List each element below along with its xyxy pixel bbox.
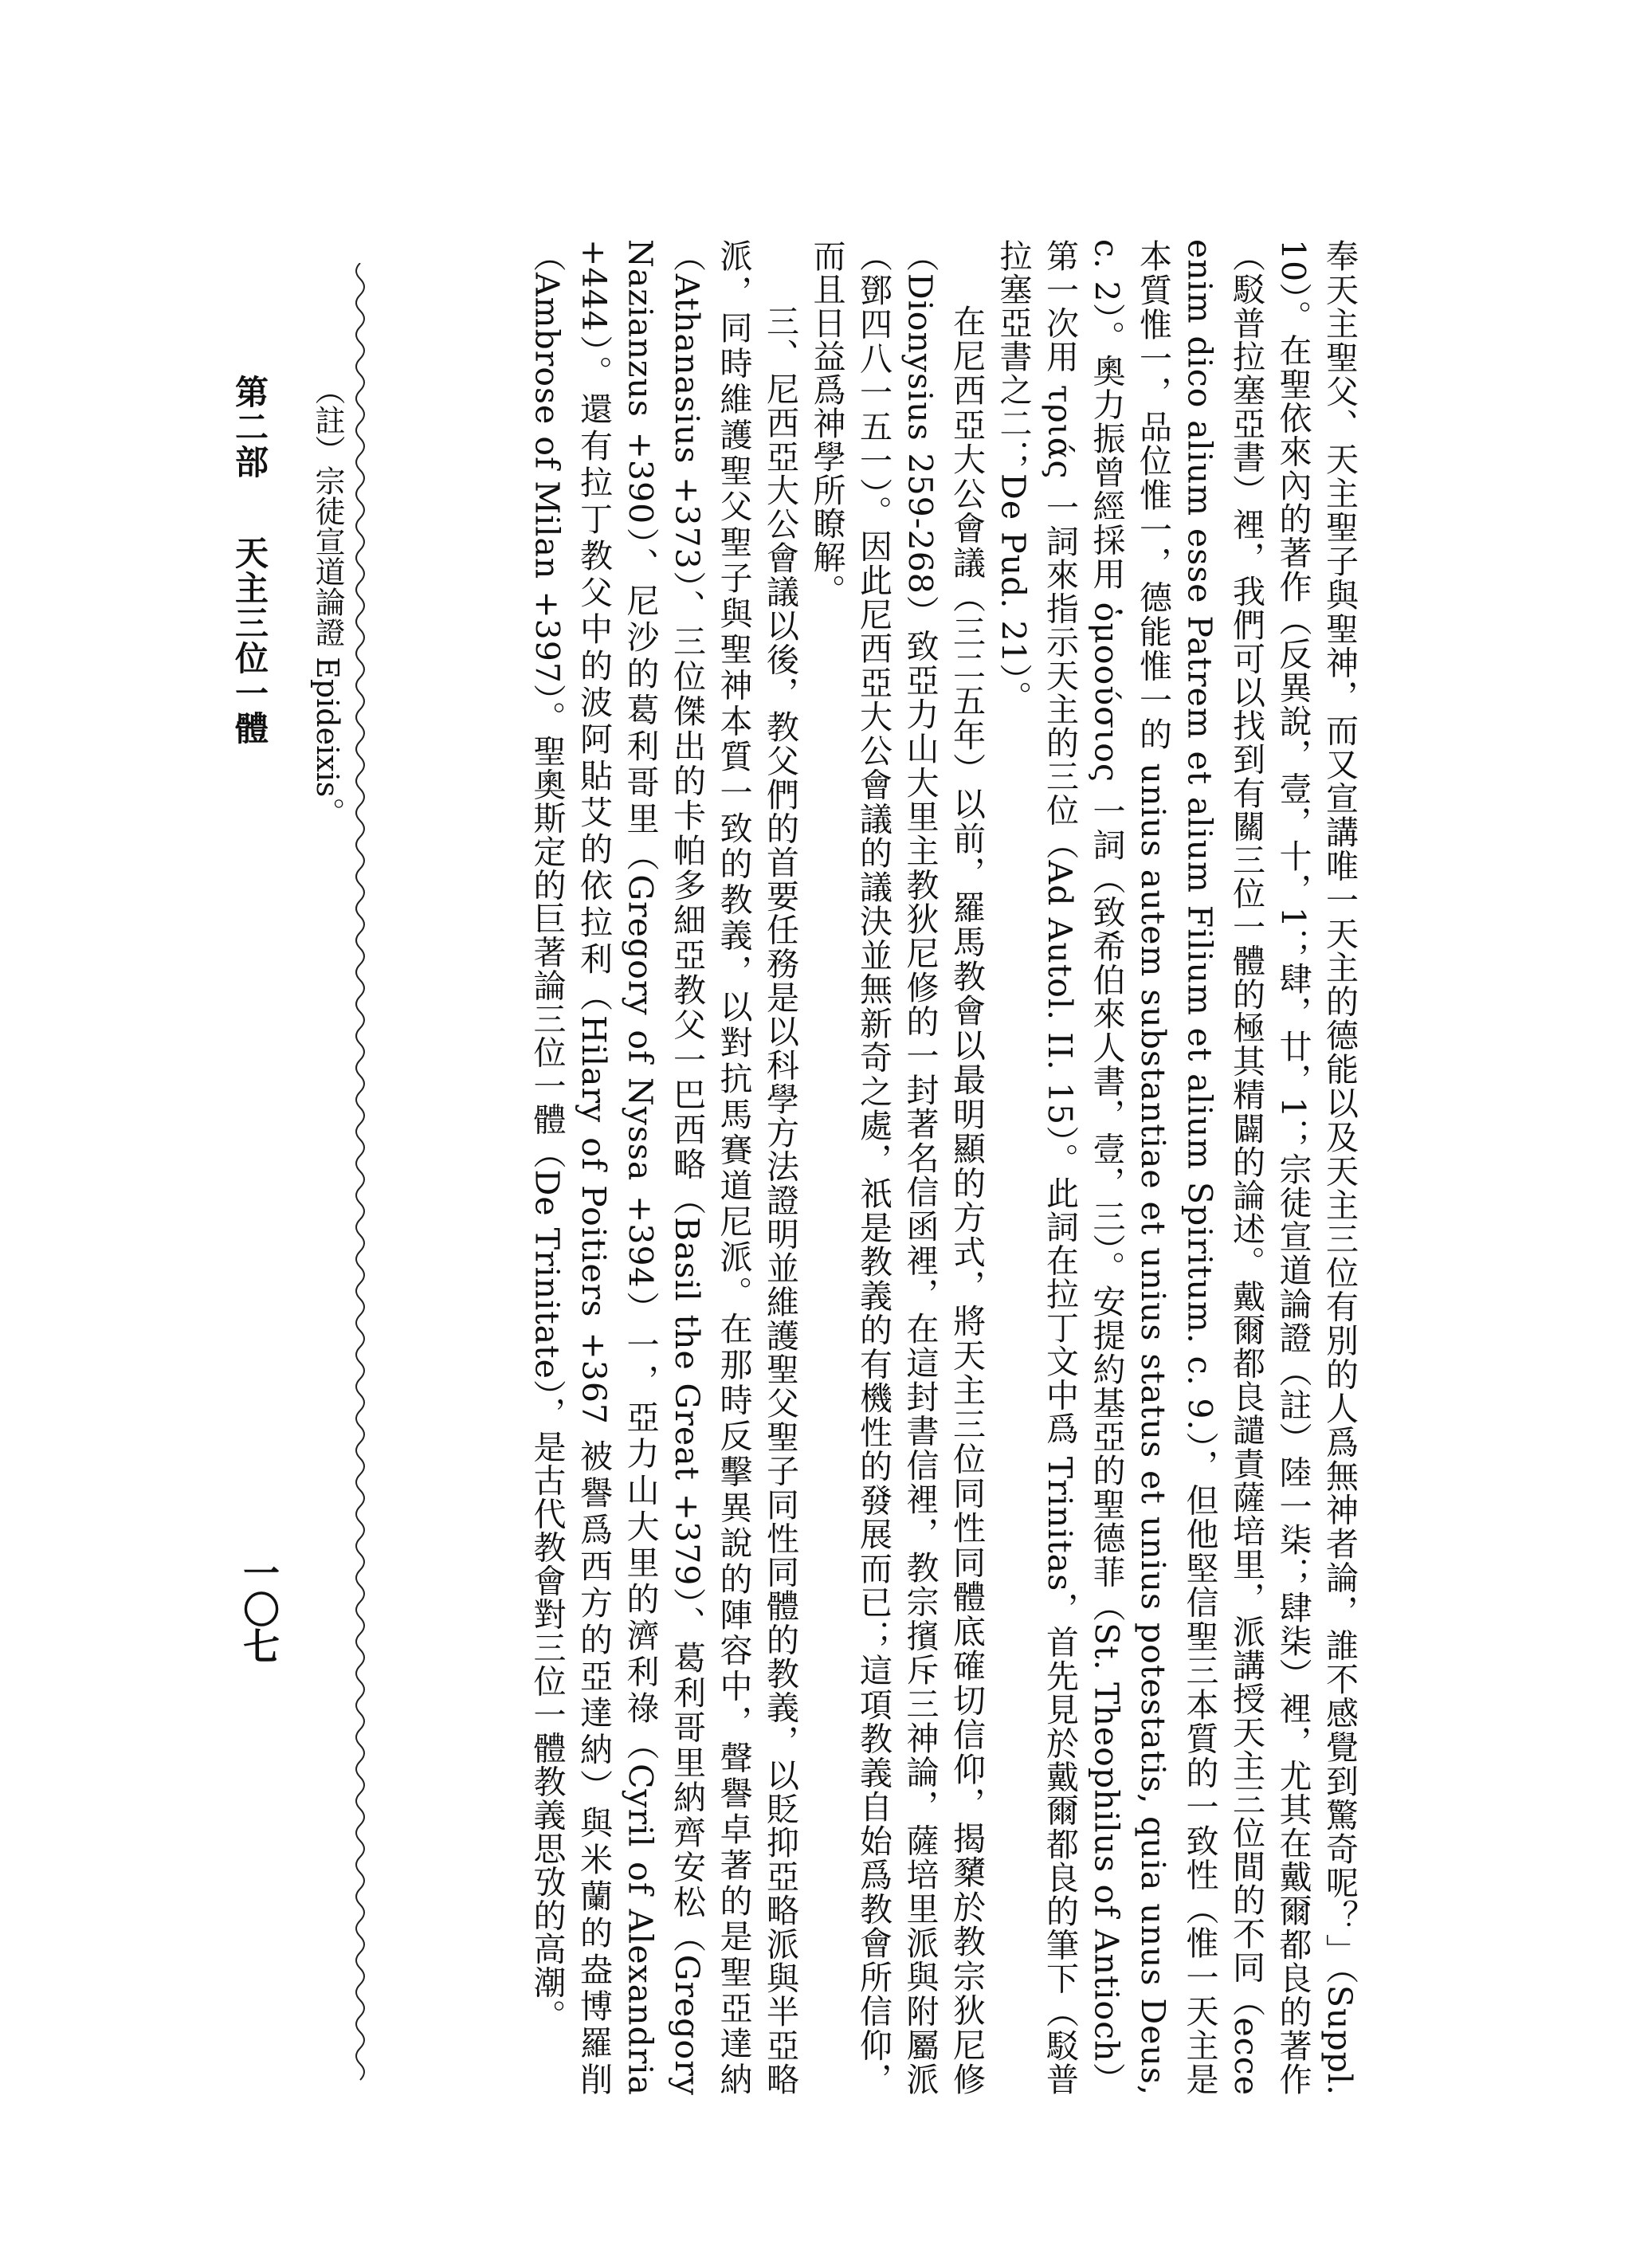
page-number: 一〇七 (237, 1554, 280, 1664)
footnote: （註）宗徒宣道論證 Epideixis。 (310, 375, 345, 828)
paragraph-nicaea: 在尼西亞大公會議（三二五年）以前，羅馬教會以最明顯的方式，將天主三位同性同體底確切信仰，揭櫫於教宗狄尼修（Dionysius 259-268）致亞力山大里主教狄尼修的一封著名信函裡，在這封書信裡，教宗擯斥三神論，薩培里派與附屬派（鄧四八一五一）。因此尼西亞大公會議的議決並無新奇之處，祇是教義的有機性的發展而已；這項教義自始爲教會所信仰，而且日益爲神學所瞭解。 (807, 239, 986, 2096)
running-header (230, 375, 269, 746)
main-text (375, 239, 1363, 2096)
paragraph-continuation: 奉天主聖父、天主聖子與聖神，而又宣講唯一天主的德能以及天主三位有別的人爲無神者論，誰不感覺到驚奇呢？」（Suppl. 10）。在聖依來內的著作（反異說，壹，十，1；肆，廿，1；宗徒宣道論證（註）陸一柒；肆柒）裡，尤其在戴爾都良的著作（駁普拉塞亞書）裡，我們可以找到有關三位一體的極其精闢的論述。戴爾都良譴責薩培里，派講授天主三位間的不同（ecce enim dico alium esse Patrem et alium Filium et alium Spiritum. c. 9.），但他堅信聖三本質的一致性（惟一天主是本質惟一，品位惟一，德能惟一的 unius autem substantiae et unius status et unius potestatis, quia unus Deus, c. 2）。奧力振曾經採用 ὁμοούσιος 一詞（致希伯來人書，壹，三）。安提約基亞的聖德菲（St. Theophilus of Antioch）第一次用 τριάς 一詞來指示天主的三位（Ad Autol. II. 15）。此詞在拉丁文中爲 Trinitas，首先見於戴爾都良的筆下（駁普拉塞亞書之二；De Pud. 21）。 (994, 239, 1359, 2096)
wavy-separator (349, 263, 371, 2088)
part-label: 第二部 (230, 375, 269, 480)
chapter-title: 天主三位一體 (230, 536, 269, 746)
paragraph-fathers: 三、尼西亞大公會議以後，教父們的首要任務是以科學方法證明並維護聖父聖子同性同體的教義，以貶抑亞略派與半亞略派，同時維護聖父聖子與聖神本質一致的教義，以對抗馬賽道尼派。在那時反擊異說的陣容中，聲譽卓著的是聖亞達納（Athanasius +373）、三位傑出的卡帕多細亞教父一巴西略（Basil the Great +379）、葛利哥里納齊安松（Gregory Nazianzus +390）、尼沙的葛利哥里（Gregory of Nyssa +394）一，亞力山大里的濟利祿（Cyril of Alexandria +444）。還有拉丁教父中的波阿貼艾的依拉利（Hilary of Poitiers +367 被譽爲西方的亞達納）與米蘭的盎博羅削（Ambrose of Milan +397）。聖奧斯定的巨著論三位一體（De Trinitate），是古代教會對三位一體教義思攷的高潮。 (528, 239, 799, 2096)
